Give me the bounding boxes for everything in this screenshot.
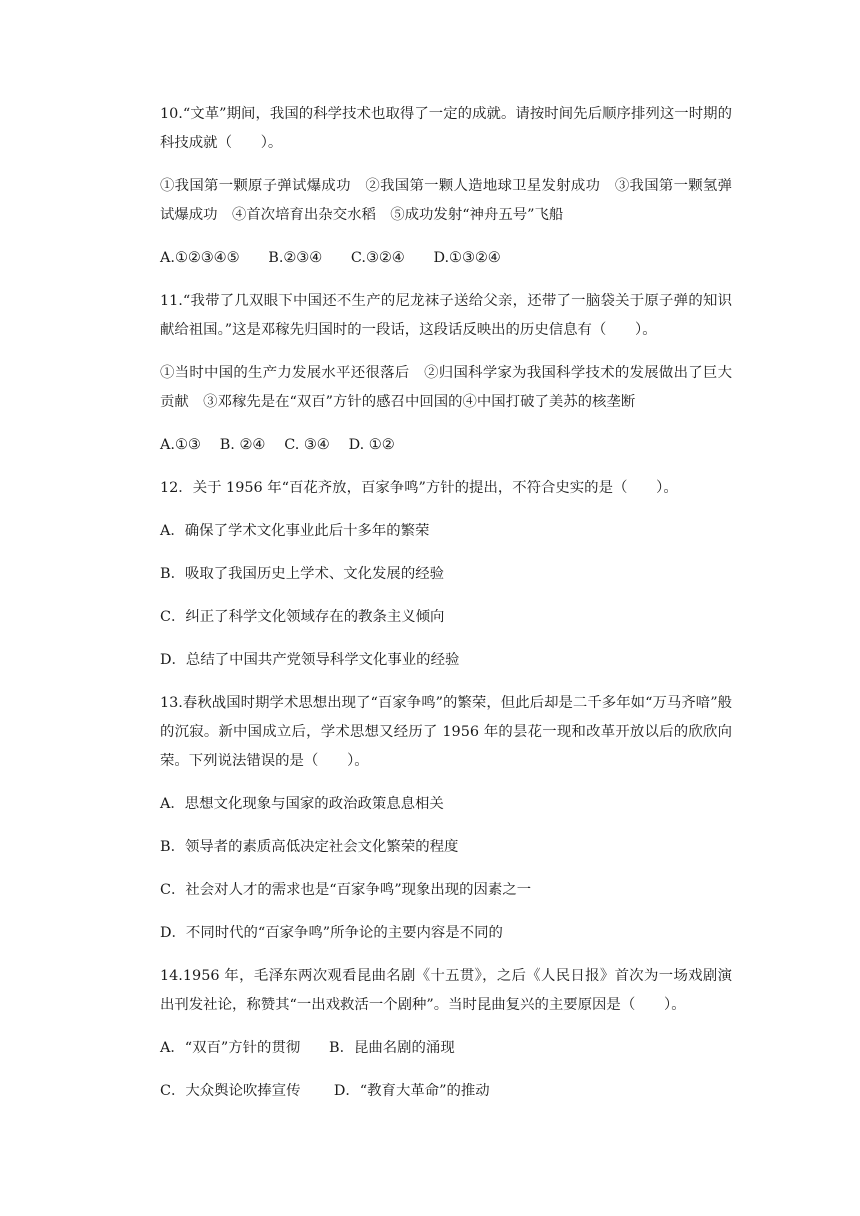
option-b: B．领导者的素质高低决定社会文化繁荣的程度 bbox=[160, 839, 459, 855]
option-c: C．社会对人才的需求也是“百家争鸣”现象出现的因素之一 bbox=[160, 882, 532, 898]
question-material: ①当时中国的生产力发展水平还很落后 ②归国科学家为我国科学技术的发展做出了巨大贡献 ③邓稼先是在“双百”方针的感召中回国的④中国打破了美苏的核垄断 bbox=[160, 365, 732, 410]
options-row-cd: C．大众舆论吹捧宣传 D．“教育大革命”的推动 bbox=[160, 1083, 490, 1099]
options-line: A.①③ B. ②④ C. ③④ D. ①② bbox=[160, 437, 395, 453]
question-stem: 11.“我带了几双眼下中国还不生产的尼龙袜子送给父亲，还带了一脑袋关于原子弹的知识献给祖国。”这是邓稼先归国时的一段话，这段话反映出的历史信息有（ ）。 bbox=[160, 293, 732, 338]
question-11 bbox=[160, 287, 732, 460]
question-13 bbox=[160, 689, 732, 948]
options-row-ab: A．“双百”方针的贯彻 B．昆曲名剧的涌现 bbox=[160, 1040, 455, 1056]
question-stem: 13.春秋战国时期学术思想出现了“百家争鸣”的繁荣，但此后却是二千多年如“万马齐喑”般的沉寂。新中国成立后，学术思想又经历了 1956 年的昙花一现和改革开放以后的欣欣向荣。下列说法错误的是（ ）。 bbox=[160, 695, 732, 769]
option-a: A．思想文化现象与国家的政治政策息息相关 bbox=[160, 796, 444, 812]
option-d: D．不同时代的“百家争鸣”所争论的主要内容是不同的 bbox=[160, 925, 503, 941]
question-14 bbox=[160, 962, 732, 1106]
question-stem: 14.1956 年，毛泽东两次观看昆曲名剧《十五贯》，之后《人民日报》首次为一场戏剧演出刊发社论，称赞其“一出戏救活一个剧种”。当时昆曲复兴的主要原因是（ ）。 bbox=[160, 968, 732, 1013]
option-a: A．确保了学术文化事业此后十多年的繁荣 bbox=[160, 523, 430, 539]
question-stem: 12．关于 1956 年“百花齐放，百家争鸣”方针的提出，不符合史实的是（ ）。 bbox=[160, 480, 678, 496]
options-line: A.①②③④⑤ B.②③④ C.③②④ D.①③②④ bbox=[160, 250, 501, 266]
question-material: ①我国第一颗原子弹试爆成功 ②我国第一颗人造地球卫星发射成功 ③我国第一颗氢弹试爆成功 ④首次培育出杂交水稻 ⑤成功发射“神舟五号”飞船 bbox=[160, 178, 732, 223]
option-b: B．吸取了我国历史上学术、文化发展的经验 bbox=[160, 566, 444, 582]
document-page bbox=[160, 100, 732, 1106]
question-12 bbox=[160, 474, 732, 675]
question-stem: 10.“文革”期间，我国的科学技术也取得了一定的成就。请按时间先后顺序排列这一时期的科技成就（ ）。 bbox=[160, 106, 732, 151]
option-d: D．总结了中国共产党领导科学文化事业的经验 bbox=[160, 652, 460, 668]
question-10 bbox=[160, 100, 732, 273]
option-c: C．纠正了科学文化领域存在的教条主义倾向 bbox=[160, 609, 445, 625]
